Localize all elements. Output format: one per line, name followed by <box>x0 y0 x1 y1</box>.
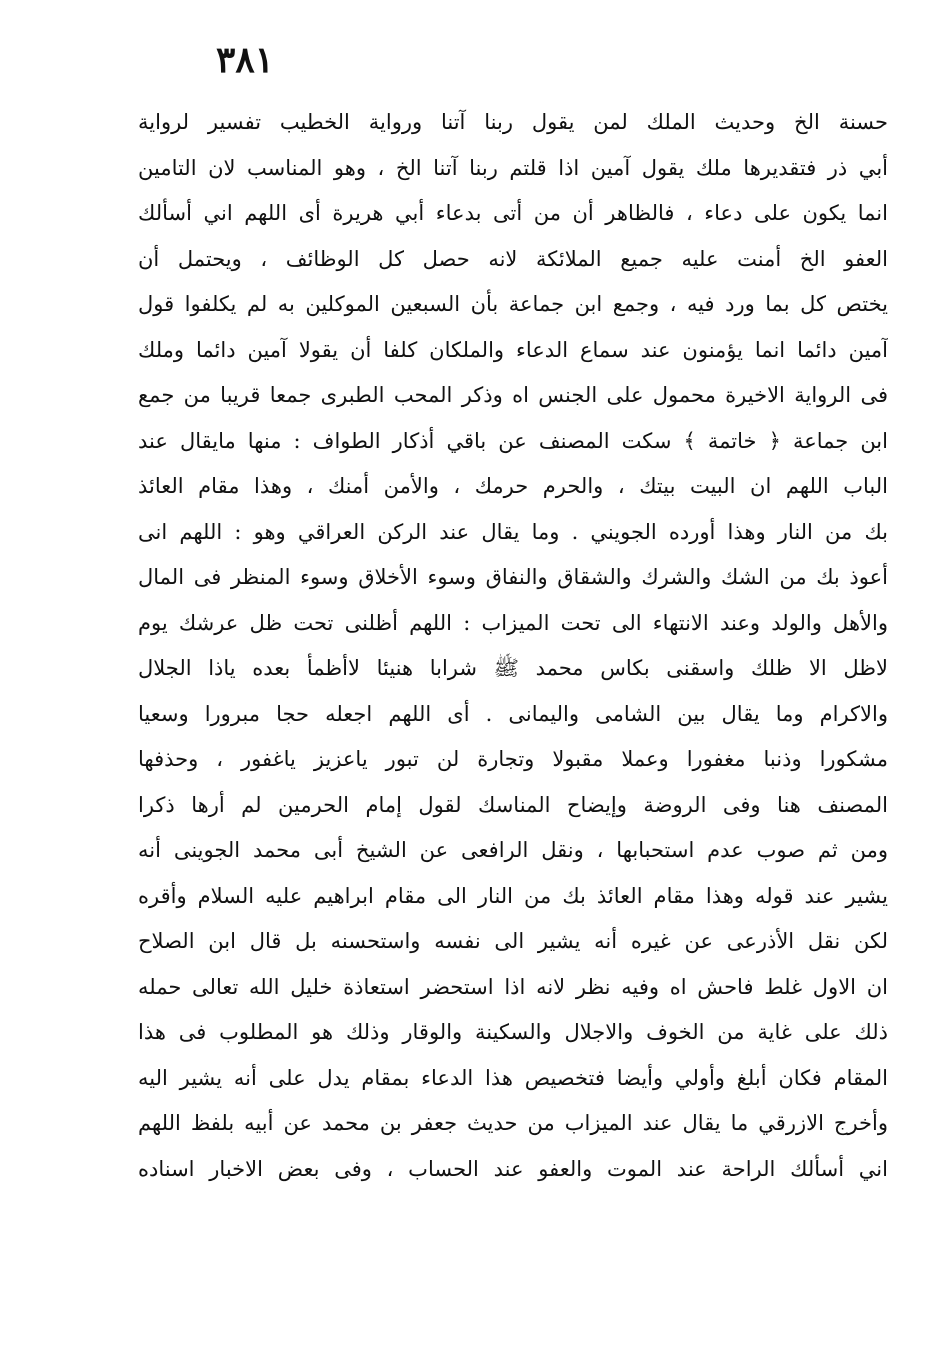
text-line: الباب اللهم ان البيت بيتك ، والحرم حرمك ، والأمن أمنك ، وهذا مقام العائذ <box>138 474 888 498</box>
text-line: وأخرج الازرقي ما يقال عند الميزاب من حديث جعفر بن محمد عن أبيه بلفظ اللهم <box>138 1111 888 1135</box>
text-line: يشير عند قوله وهذا مقام العائذ بك من النار الى مقام ابراهيم عليه السلام وأقره <box>138 883 888 908</box>
text-line: أعوذ بك من الشك والشرك والشقاق والنفاق وسوء الأخلاق وسوء المنظر فى المال <box>138 565 888 589</box>
text-line: المصنف هنا وفى الروضة وإيضاح المناسك لقول إمام الحرمين لم أرها ذكرا <box>138 792 888 817</box>
text-line: اني أسألك الراحة عند الموت والعفو عند الحساب ، وفى بعض الاخبار اسناده <box>138 1156 888 1181</box>
page-number: ٣٨١ <box>215 39 274 81</box>
text-line: انما يكون على دعاء ، فالظاهر أن من أتى بدعاء أبي هريرة أى اللهم اني أسألك <box>138 201 888 225</box>
text-line: العفو الخ أمنت عليه جميع الملائكة لانه حصل كل الوظائف ، ويحتمل أن <box>138 246 888 271</box>
text-line: بك من النار وهذا أورده الجويني . وما يقال عند الركن العراقي وهو : اللهم انى <box>138 519 888 544</box>
text-line: حسنة الخ وحديث الملك لمن يقول ربنا آتنا ورواية الخطيب تفسير لرواية <box>138 110 888 134</box>
text-line: ابن جماعة ﴿ خاتمة ﴾ سكت المصنف عن باقي أذكار الطواف : منها مايقال عند <box>138 428 888 453</box>
text-line: آمين دائما انما يؤمنون عند سماع الدعاء والملكان كلفا أن يقولا آمين دائما وملك <box>138 337 888 362</box>
text-line: لكن نقل الأذرعى عن غيره أنه يشير الى نفسه واستحسنه بل قال ابن الصلاح <box>138 929 888 953</box>
text-line: فى الرواية الاخيرة محمول على الجنس اه وذكر المحب الطبرى جمعا قريبا من جمع <box>138 383 888 407</box>
text-line: يختص كل بما ورد فيه ، وجمع ابن جماعة بأن السبعين الموكلين به لم يكلفوا قول <box>138 292 888 316</box>
text-line: ذلك على غاية من الخوف والاجلال والسكينة والوقار وذلك هو المطلوب فى هذا <box>138 1020 888 1044</box>
text-line: مشكورا وذنبا مغفورا وعملا مقبولا وتجارة لن تبور ياعزيز ياغفور ، وحذفها <box>138 747 888 771</box>
text-line: ومن ثم صوب عدم استحبابها ، ونقل الرافعى عن الشيخ أبى محمد الجوينى أنه <box>138 838 888 862</box>
text-line: ان الاول غلط فاحش اه وفيه نظر لانه اذا استحضر استعاذة خليل الله تعالى حمله <box>138 974 888 999</box>
text-line: والاكرام وما يقال بين الشامى واليمانى . أى اللهم اجعله حجا مبرورا وسعيا <box>138 701 888 726</box>
text-line: والأهل والولد وعند الانتهاء الى تحت الميزاب : اللهم أظلنى تحت ظل عرشك يوم <box>138 610 888 635</box>
text-line: المقام فكان أبلغ وأولي وأيضا فتخصيص هذا الدعاء بمقام يدل على أنه يشير اليه <box>138 1065 888 1090</box>
text-line: أبي ذر فتقديرها ملك يقول آمين اذا قلتم ربنا آتنا الخ ، وهو المناسب لان التامين <box>138 155 888 180</box>
body-text <box>138 100 888 1192</box>
text-line: لاظل الا ظلك واسقنى بكاس محمد ﷺ شرابا هنيئا لاأظمأ بعده ياذا الجلال <box>138 656 888 680</box>
